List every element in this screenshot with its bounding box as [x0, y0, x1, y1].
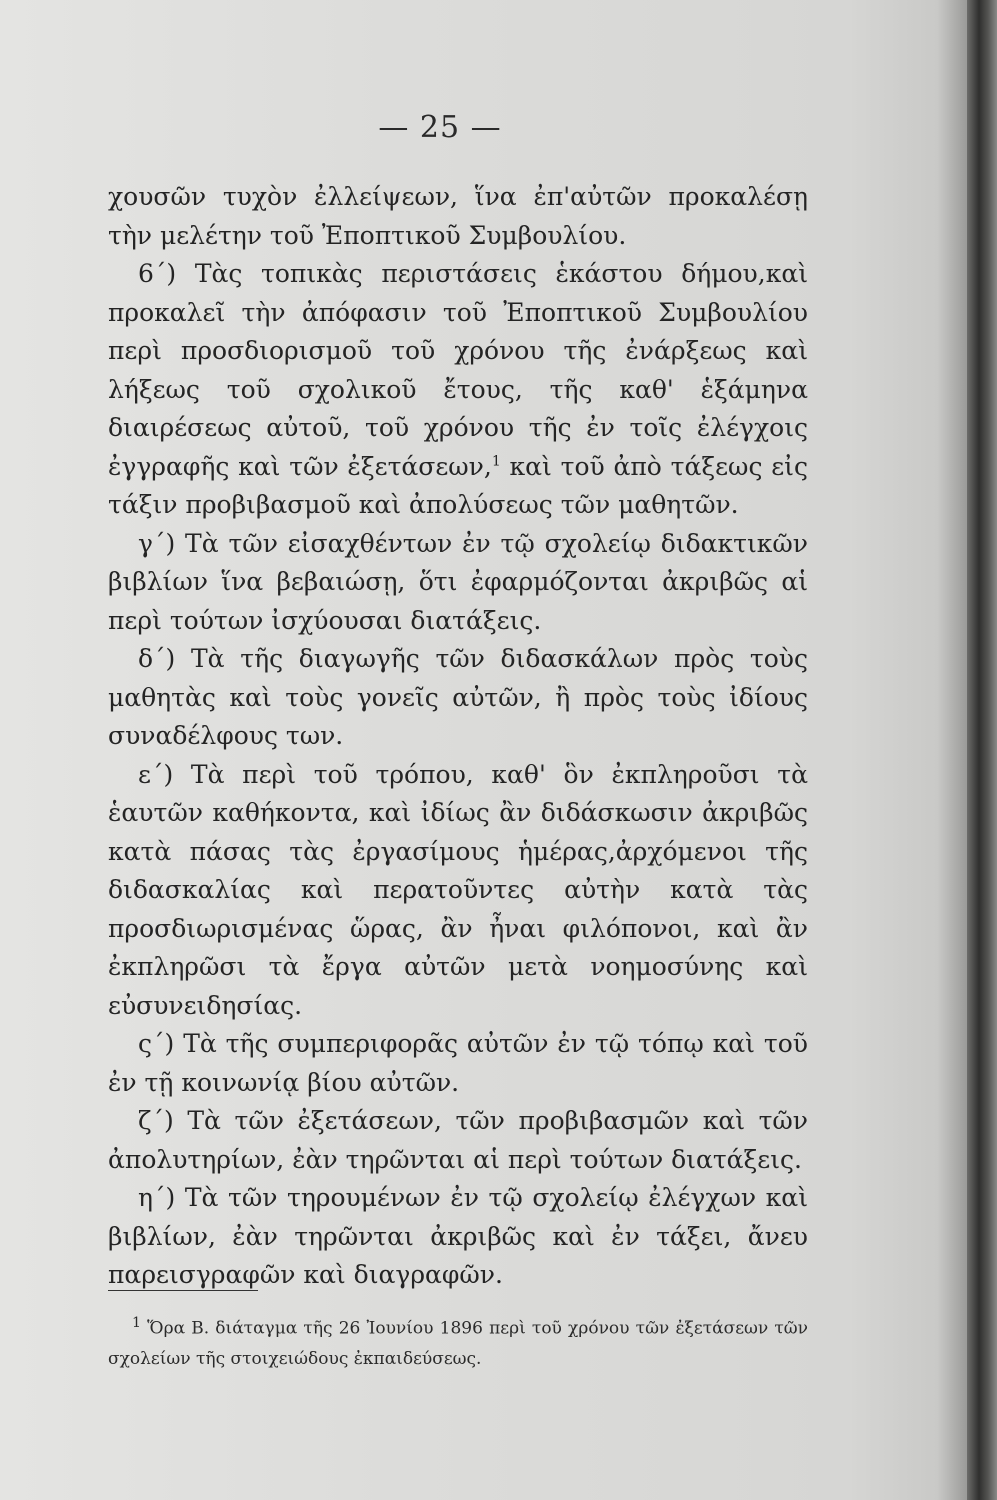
footnote-marker: 1	[132, 1315, 142, 1331]
paragraph-item-b	[108, 255, 808, 525]
paragraph-item-e: ε΄) Τὰ περὶ τοῦ τρόπου, καθ' ὃν ἐκπληροῦσι τὰ ἑαυτῶν καθήκοντα, καὶ ἰδίως ἂν διδάσκωσιν ἀκριβῶς κατὰ πάσας τὰς ἐργασίμους ἡμέρας,ἀρχόμενοι τῆς διδασκαλίας καὶ περατοῦντες αὐτὴν κατὰ τὰς προσδιωρισμένας ὥρας, ἂν ἦναι φιλόπονοι, καὶ ἂν ἐκπληρῶσι τὰ ἔργα αὐτῶν μετὰ νοημοσύνης καὶ εὐσυνειδησίας.	[108, 759, 808, 1020]
paragraph-item-h: η΄) Τὰ τῶν τηρουμένων ἐν τῷ σχολείῳ ἐλέγχων καὶ βιβλίων, ἐὰν τηρῶνται ἀκριβῶς καὶ ἐν τάξει, ἄνευ παρεισγραφῶν καὶ διαγραφῶν.	[108, 1183, 808, 1289]
paragraph-item-b-tail: καὶ τοῦ ἀπὸ τάξεως εἰς τάξιν προβιβασμοῦ καὶ ἀπολύσεως τῶν μαθητῶν.	[108, 451, 808, 519]
footnote-divider	[108, 1290, 258, 1291]
paragraph-item-b-text: 6΄) Τὰς τοπικὰς περιστάσεις ἑκάστου δήμου,καὶ προκαλεῖ τὴν ἀπόφασιν τοῦ Ἐποπτικοῦ Συμβουλίου περὶ προσδιορισμοῦ τοῦ χρόνου τῆς ἐνάρξεως καὶ λήξεως τοῦ σχολικοῦ ἔτους, τῆς καθ' ἑξάμηνα διαιρέσεως αὐτοῦ, τοῦ χρόνου τῆς ἐν τοῖς ἐλέγχοις ἐγγραφῆς καὶ τῶν ἐξετάσεων,	[108, 259, 808, 481]
footnote-1	[108, 1308, 808, 1374]
paragraph-item-f: ς΄) Τὰ τῆς συμπεριφορᾶς αὐτῶν ἐν τῷ τόπῳ καὶ τοῦ ἐν τῇ κοινωνίᾳ βίου αὐτῶν.	[108, 1029, 808, 1097]
book-spine	[967, 0, 997, 1500]
body-text	[108, 178, 808, 1295]
paragraph-continuation: χουσῶν τυχὸν ἐλλείψεων, ἵνα ἐπ'αὐτῶν προκαλέσῃ τὴν μελέτην τοῦ Ἐποπτικοῦ Συμβουλίου.	[108, 182, 808, 250]
paragraph-item-c: γ΄) Τὰ τῶν εἰσαχθέντων ἐν τῷ σχολείῳ διδακτικῶν βιβλίων ἵνα βεβαιώσῃ, ὅτι ἐφαρμόζονται ἀκριβῶς αἱ περὶ τούτων ἰσχύουσαι διατάξεις.	[108, 528, 808, 635]
page-number: — 25 —	[378, 110, 502, 145]
footnote-reference[interactable]: 1	[491, 453, 501, 470]
paragraph-item-g: ζ΄) Τὰ τῶν ἐξετάσεων, τῶν προβιβασμῶν καὶ τῶν ἀπολυτηρίων, ἐὰν τηρῶνται αἱ περὶ τούτων διατάξεις.	[108, 1106, 808, 1174]
paragraph-item-d: δ΄) Τὰ τῆς διαγωγῆς τῶν διδασκάλων πρὸς τοὺς μαθητὰς καὶ τοὺς γονεῖς αὐτῶν, ἢ πρὸς τοὺς ἰδίους συναδέλφους των.	[108, 644, 808, 750]
footnotes	[108, 1308, 808, 1374]
footnote-text: Ὅρα Β. διάταγμα τῆς 26 Ἰουνίου 1896 περὶ τοῦ χρόνου τῶν ἐξετάσεων τῶν σχολείων τῆς στοιχειώδους ἐκπαιδεύσεως.	[108, 1318, 808, 1369]
